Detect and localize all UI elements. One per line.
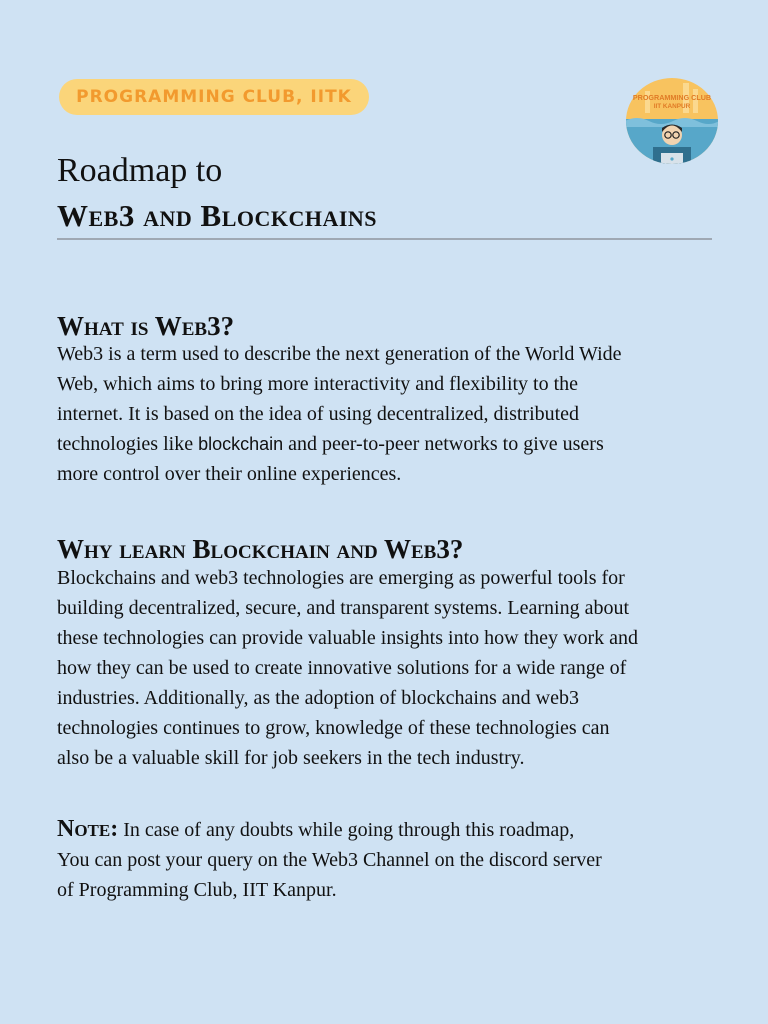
- paragraph-line: these technologies can provide valuable insights into how they work and: [57, 627, 638, 649]
- paragraph-line: building decentralized, secure, and transparent systems. Learning about: [57, 597, 630, 619]
- paragraph-line: also be a valuable skill for job seekers in the tech industry.: [57, 747, 525, 769]
- paragraph-line: more control over their online experiences.: [57, 463, 402, 485]
- paragraph-line: internet. It is based on the idea of using decentralized, distributed: [57, 403, 580, 425]
- note-line: of Programming Club, IIT Kanpur.: [57, 879, 337, 901]
- club-badge: [59, 79, 369, 115]
- paragraph-line: Blockchains and web3 technologies are emerging as powerful tools for: [57, 567, 625, 589]
- section-heading-what-is-web3: What is Web3?: [57, 311, 235, 341]
- section-body-why-learn: [57, 563, 717, 773]
- section-heading-why-learn: Why learn Blockchain and Web3?: [57, 534, 464, 564]
- club-badge-label: PROGRAMMING CLUB, IITK: [76, 87, 352, 107]
- logo-text-line2: IIT KANPUR: [653, 103, 691, 110]
- blockchain-keyword: blockchain: [198, 434, 284, 454]
- paragraph-line: how they can be used to create innovative solutions for a wide range of: [57, 657, 627, 679]
- page-title-line2: Web3 and Blockchains: [57, 198, 378, 233]
- note-text: In case of any doubts while going through this roadmap,: [118, 819, 575, 841]
- title-divider: [57, 238, 712, 240]
- paragraph-line: industries. Additionally, as the adoption of blockchains and web3: [57, 687, 579, 709]
- club-logo: [625, 77, 719, 165]
- paragraph-text: technologies like: [57, 433, 199, 455]
- paragraph-line: Web, which aims to bring more interactivity and flexibility to the: [57, 373, 579, 395]
- note-line: [57, 814, 717, 845]
- paragraph-line: Web3 is a term used to describe the next generation of the World Wide: [57, 343, 622, 365]
- logo-text-line1: PROGRAMMING CLUB: [632, 93, 712, 102]
- page-title-line1: Roadmap to: [57, 152, 223, 189]
- note-label: Note:: [57, 816, 119, 842]
- note-line: You can post your query on the Web3 Channel on the discord server: [57, 849, 602, 871]
- paragraph-line: [57, 429, 717, 459]
- note-block: [57, 814, 717, 905]
- section-body-what-is-web3: [57, 339, 717, 489]
- paragraph-text: and peer-to-peer networks to give users: [283, 433, 604, 455]
- paragraph-line: technologies continues to grow, knowledge of these technologies can: [57, 717, 610, 739]
